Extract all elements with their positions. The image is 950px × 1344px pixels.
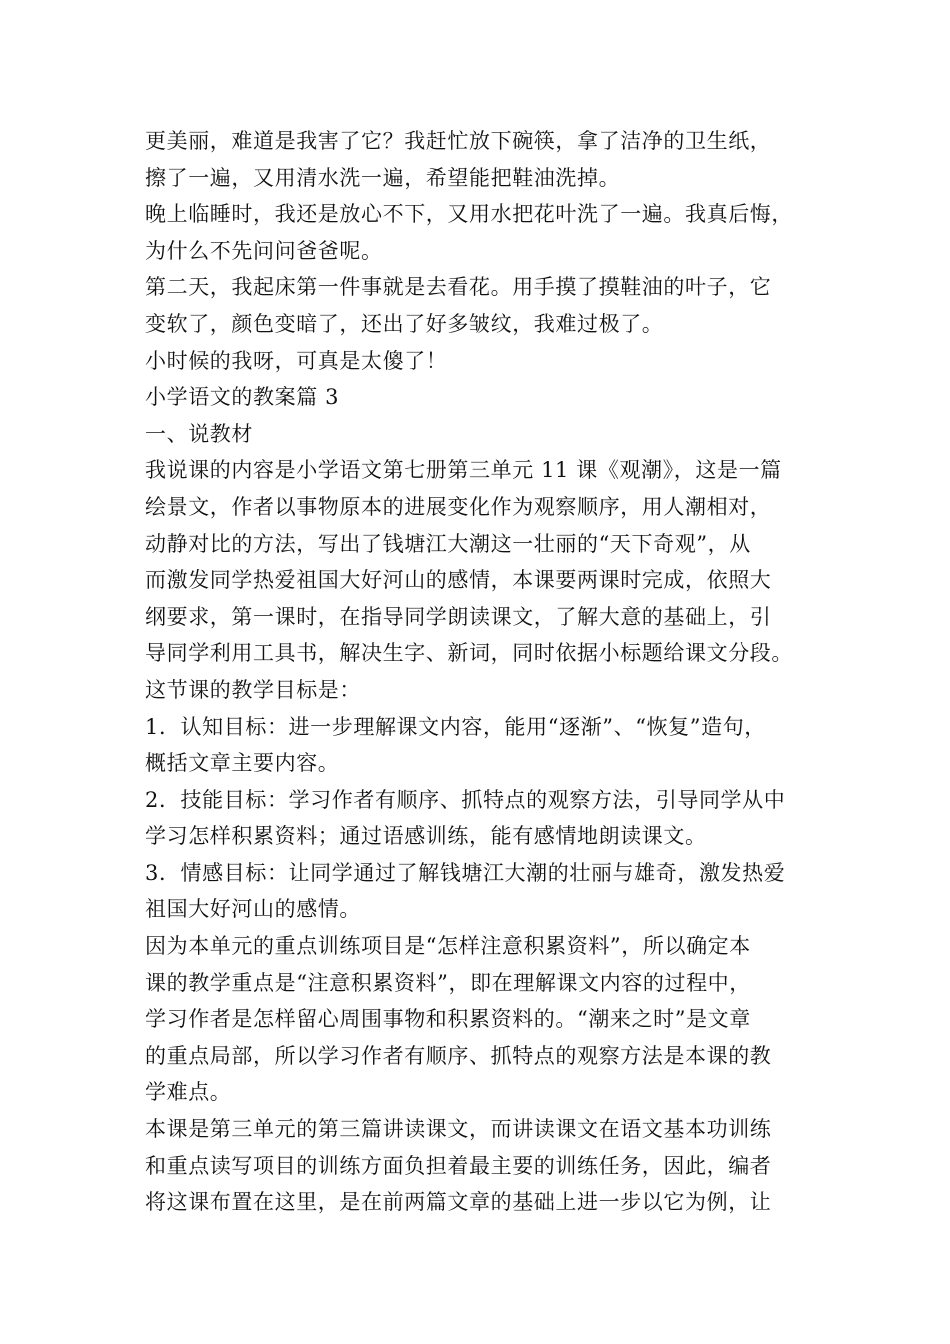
text-line: 学难点。	[145, 1080, 232, 1105]
text-line: 因为本单元的重点训练项目是“怎样注意积累资料”，所以确定本	[145, 934, 751, 959]
text-line: 绘景文，作者以事物原本的进展变化作为观察顺序，用人潮相对，	[145, 494, 772, 519]
text-line: 祖国大好河山的感情。	[145, 897, 361, 922]
text-line: 更美丽，难道是我害了它？我赶忙放下碗筷，拿了洁净的卫生纸，	[145, 129, 772, 153]
text-line: 和重点读写项目的训练方面负担着最主要的训练任务，因此，编者	[145, 1153, 772, 1178]
text-line: 将这课布置在这里，是在前两篇文章的基础上进一步以它为例，让	[145, 1190, 772, 1215]
text-line: 变软了，颜色变暗了，还出了好多皱纹，我难过极了。	[145, 311, 664, 336]
text-line: 动静对比的方法，写出了钱塘江大潮这一壮丽的“天下奇观”，从	[145, 531, 751, 556]
text-line: 小时候的我呀，可真是太傻了！	[145, 348, 448, 373]
text-line: 擦了一遍，又用清水洗一遍，希望能把鞋油洗掉。	[145, 165, 621, 190]
text-line: 纲要求，第一课时，在指导同学朗读课文，了解大意的基础上，引	[145, 604, 772, 629]
section-title: 小学语文的教案篇 3	[145, 385, 340, 410]
text-line: 我说课的内容是小学语文第七册第三单元 11 课《观潮》，这是一篇	[145, 458, 782, 483]
text-line: 学习怎样积累资料；通过语感训练，能有感情地朗读课文。	[145, 824, 707, 849]
list-item: 3．情感目标：让同学通过了解钱塘江大潮的壮丽与雄奇，激发热爱	[145, 860, 786, 885]
section-heading: 一、说教材	[145, 421, 253, 446]
text-line: 这节课的教学目标是：	[145, 677, 361, 702]
text-line: 为什么不先问问爸爸呢。	[145, 238, 383, 263]
text-line: 第二天，我起床第一件事就是去看花。用手摸了摸鞋油的叶子，它	[145, 275, 772, 300]
text-line: 课的教学重点是“注意积累资料”，即在理解课文内容的过程中，	[145, 970, 751, 995]
document-body	[145, 123, 825, 1221]
text-line: 概括文章主要内容。	[145, 751, 340, 776]
list-item: 2．技能目标：学习作者有顺序、抓特点的观察方法，引导同学从中	[145, 787, 786, 812]
text-line: 而激发同学热爱祖国大好河山的感情，本课要两课时完成，依照大	[145, 568, 772, 593]
text-line: 学习作者是怎样留心周围事物和积累资料的。“潮来之时”是文章	[145, 1007, 751, 1032]
text-line: 晚上临睡时，我还是放心不下，又用水把花叶洗了一遍。我真后悔，	[145, 202, 793, 227]
text-line: 本课是第三单元的第三篇讲读课文，而讲读课文在语文基本功训练	[145, 1117, 772, 1142]
text-line: 导同学利用工具书，解决生字、新词，同时依据小标题给课文分段。	[145, 641, 793, 666]
list-item: 1．认知目标：进一步理解课文内容，能用“逐渐”、“恢复”造句，	[145, 714, 766, 739]
text-line: 的重点局部，所以学习作者有顺序、抓特点的观察方法是本课的教	[145, 1043, 772, 1068]
